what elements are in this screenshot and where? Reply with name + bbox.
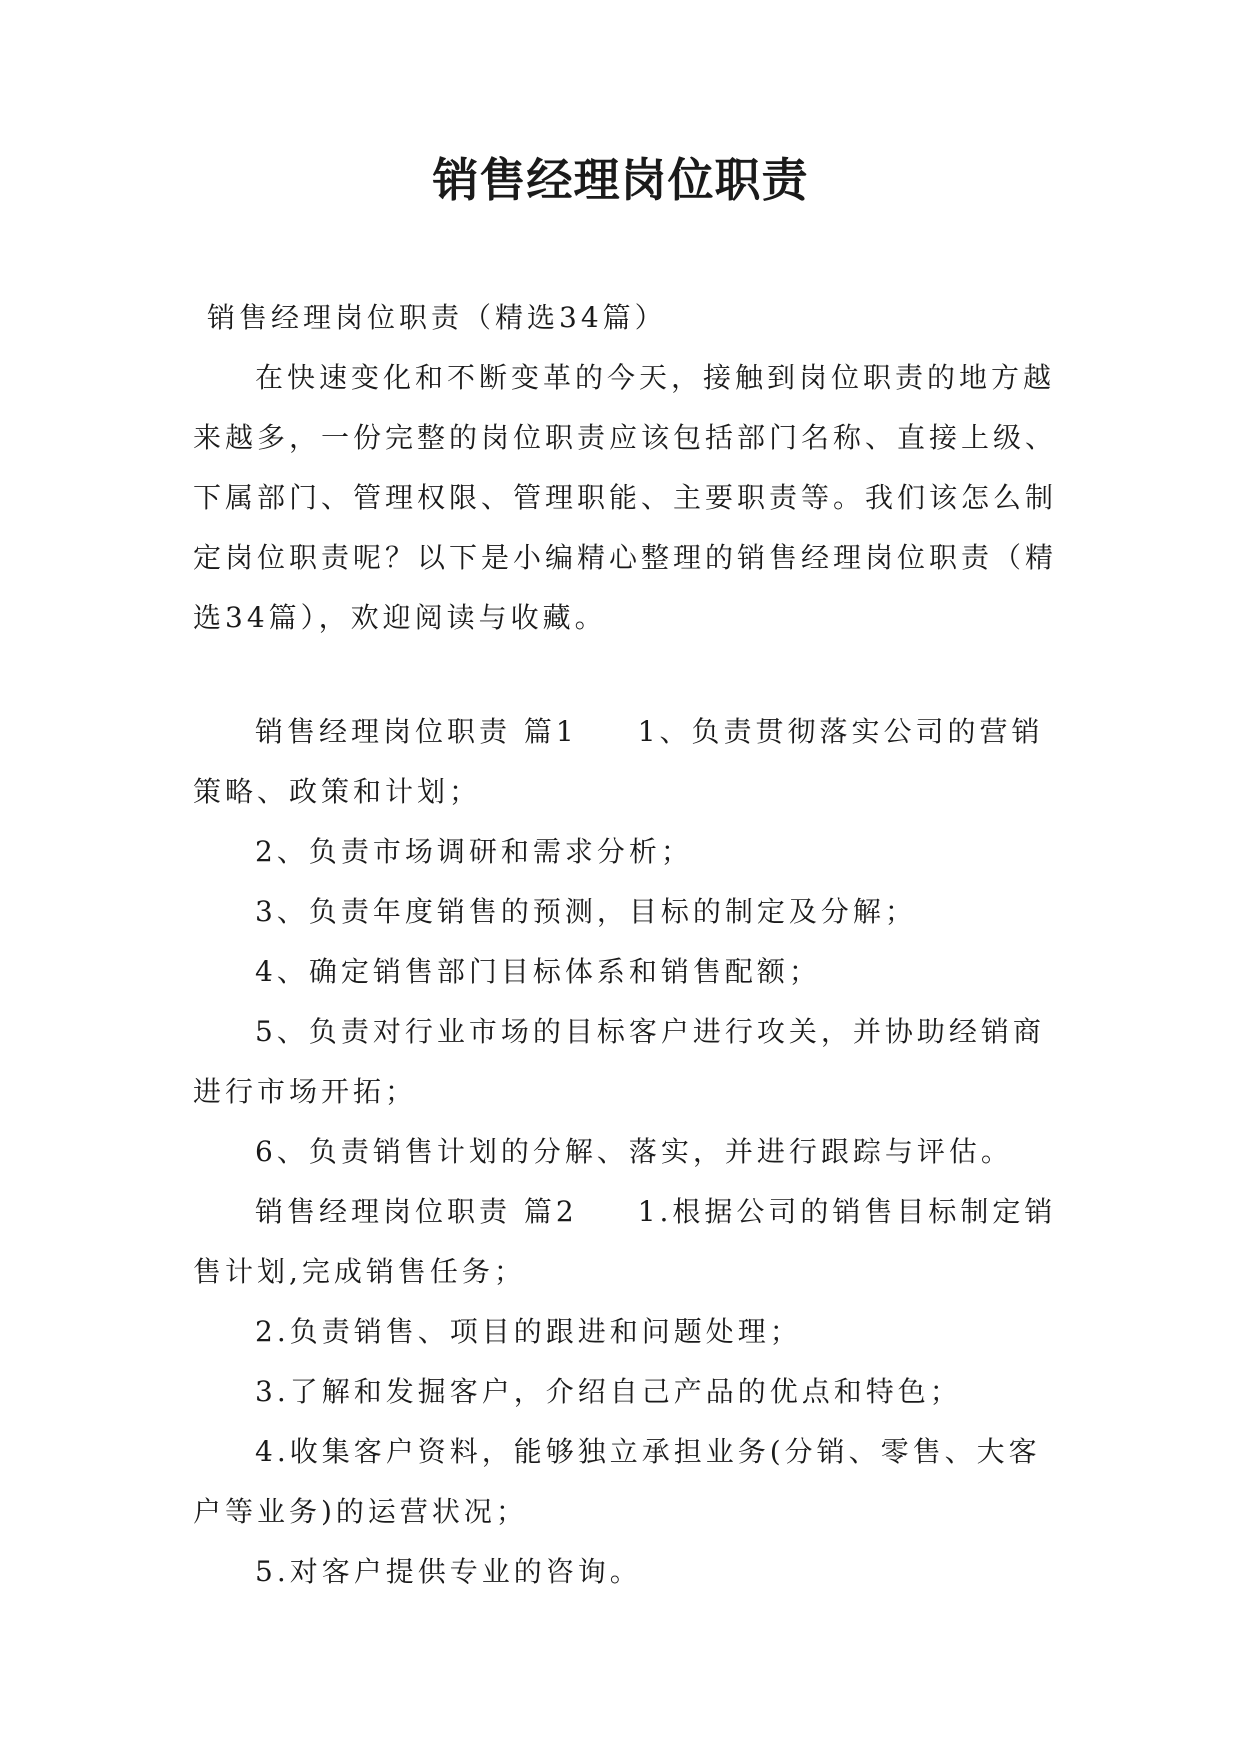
section1-item-2: 2、负责市场调研和需求分析； bbox=[255, 835, 693, 868]
section2-item-4: 4.收集客户资料，能够独立承担业务(分销、零售、大客户等业务)的运营状况； bbox=[193, 1435, 1041, 1528]
section1-heading: 销售经理岗位职责 篇1 bbox=[255, 715, 578, 748]
section2-first-paragraph bbox=[193, 1182, 1059, 1302]
section1-first-paragraph bbox=[193, 702, 1059, 822]
document-title: 销售经理岗位职责 bbox=[432, 153, 809, 207]
section2-item-1: 1.根据公司的销售目标制定销售计划,完成销售任务； bbox=[193, 1195, 1057, 1288]
paragraph-gap bbox=[193, 648, 1059, 702]
section1-item-1: 1、负责贯彻落实公司的营销策略、政策和计划； bbox=[193, 715, 1044, 808]
section2-item-5: 5.对客户提供专业的咨询。 bbox=[255, 1555, 642, 1588]
section1-item-4: 4、确定销售部门目标体系和销售配额； bbox=[255, 955, 821, 988]
section2-item-2: 2.负责销售、项目的跟进和问题处理； bbox=[255, 1315, 802, 1348]
intro-paragraph: 在快速变化和不断变革的今天，接触到岗位职责的地方越来越多，一份完整的岗位职责应该包括部门名称、直接上级、下属部门、管理权限、管理职能、主要职责等。我们该怎么制定岗位职责呢？以下是小编精心整理的销售经理岗位职责（精选34篇），欢迎阅读与收藏。 bbox=[193, 361, 1058, 634]
section1-item-6: 6、负责销售计划的分解、落实，并进行跟踪与评估。 bbox=[255, 1135, 1013, 1168]
section1-item-3: 3、负责年度销售的预测，目标的制定及分解； bbox=[255, 895, 917, 928]
section2-item-3: 3.了解和发掘客户，介绍自己产品的优点和特色； bbox=[255, 1375, 962, 1408]
section1-item-5: 5、负责对行业市场的目标客户进行攻关，并协助经销商进行市场开拓； bbox=[193, 1015, 1045, 1108]
section2-heading: 销售经理岗位职责 篇2 bbox=[255, 1195, 578, 1228]
document-subtitle: 销售经理岗位职责（精选34篇） bbox=[207, 301, 667, 334]
document-body bbox=[193, 288, 1059, 1602]
